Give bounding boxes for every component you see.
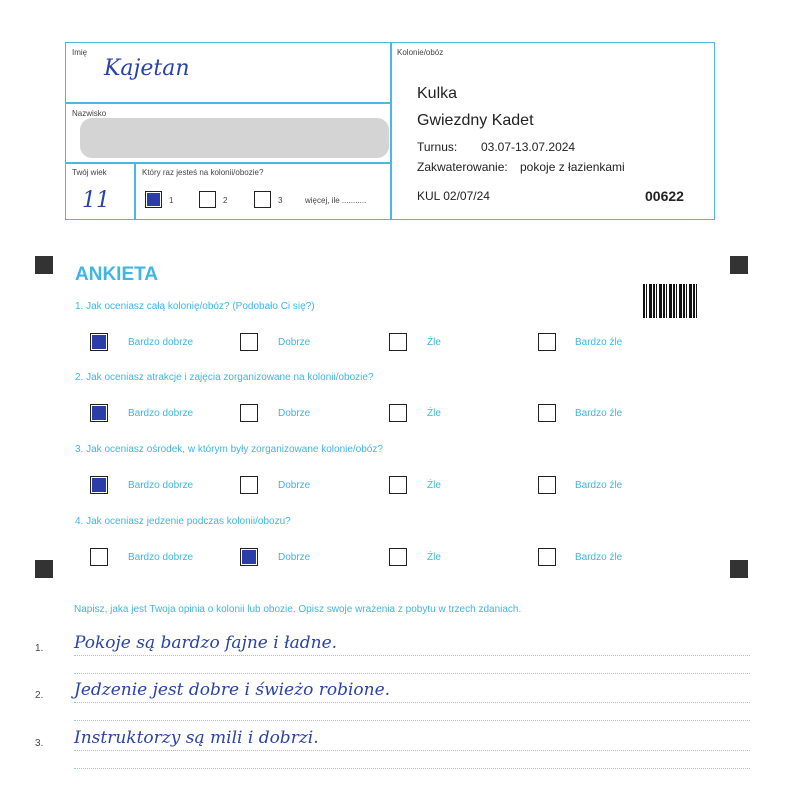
zakwaterowanie-label: Zakwaterowanie:	[417, 160, 508, 174]
opinion-line-3-number: 3.	[35, 738, 44, 749]
ktory-raz-checkbox-1[interactable]	[145, 191, 162, 208]
question-3-option-2-label: Dobrze	[278, 480, 311, 491]
question-3-option-1-checkbox[interactable]	[90, 476, 108, 494]
question-3-option-3-checkbox[interactable]	[389, 476, 407, 494]
opinion-line-2-dotted-rule	[74, 702, 750, 703]
question-2-option-1-checkbox[interactable]	[90, 404, 108, 422]
kolonie-label: Kolonie/obóz	[397, 48, 444, 57]
camp-code: KUL 02/07/24	[417, 189, 490, 203]
question-3-text: 3. Jak oceniasz ośrodek, w którym były zorganizowane kolonie/obóz?	[75, 444, 383, 455]
opinion-prompt: Napisz, jaka jest Twoja opinia o kolonii lub obozie. Opisz swoje wrażenia z pobytu w trzech zdaniach.	[74, 604, 522, 615]
question-3-option-4-checkbox[interactable]	[538, 476, 556, 494]
alignment-marker-top-right	[730, 256, 748, 274]
opinion-line-2-text[interactable]: Jedzenie jest dobre i świeżo robione.	[74, 680, 391, 700]
question-4-option-3-label: Źle	[427, 552, 441, 563]
wiecej-label: więcej, ile ...........	[305, 196, 367, 205]
question-3-option-2-checkbox[interactable]	[240, 476, 258, 494]
question-4-text: 4. Jak oceniasz jedzenie podczas kolonii/obozu?	[75, 516, 291, 527]
question-4-option-1-label: Bardzo dobrze	[128, 552, 194, 563]
question-2-option-4-label: Bardzo źle	[575, 408, 623, 419]
imie-value[interactable]: Kajetan	[104, 56, 190, 81]
zakwaterowanie-value: pokoje z łazienkami	[520, 160, 625, 174]
opinion-line-3-dotted-rule	[74, 750, 750, 751]
question-4-option-2-label: Dobrze	[278, 552, 311, 563]
wiek-value[interactable]: 11	[82, 188, 110, 213]
row-divider-2	[65, 162, 391, 164]
question-1-option-1-label: Bardzo dobrze	[128, 337, 194, 348]
opinion-line-2-dotted-rule-secondary	[74, 720, 750, 721]
question-3-option-3-label: Źle	[427, 480, 441, 491]
ktory-raz-option-3: 3	[278, 196, 283, 205]
opinion-line-1-dotted-rule-secondary	[74, 673, 750, 674]
opinion-line-1-text[interactable]: Pokoje są bardzo fajne i ładne.	[74, 633, 338, 653]
question-1-option-4-label: Bardzo źle	[575, 337, 623, 348]
opinion-line-1-dotted-rule	[74, 655, 750, 656]
redacted-surname	[80, 118, 389, 158]
question-4-option-3-checkbox[interactable]	[389, 548, 407, 566]
nazwisko-label: Nazwisko	[72, 109, 107, 118]
question-1-option-2-checkbox[interactable]	[240, 333, 258, 351]
question-2-option-1-label: Bardzo dobrze	[128, 408, 194, 419]
question-1-text: 1. Jak oceniasz całą kolonię/obóz? (Podobało Ci się?)	[75, 301, 315, 312]
alignment-marker-mid-left	[35, 560, 53, 578]
ktory-raz-label: Który raz jesteś na kolonii/obozie?	[142, 168, 264, 177]
turnus-label: Turnus:	[417, 140, 458, 154]
question-2-option-2-label: Dobrze	[278, 408, 311, 419]
question-4-option-4-checkbox[interactable]	[538, 548, 556, 566]
opinion-line-1-number: 1.	[35, 643, 44, 654]
ktory-raz-checkbox-3[interactable]	[254, 191, 271, 208]
question-4-option-2-checkbox[interactable]	[240, 548, 258, 566]
camp-program: Gwiezdny Kadet	[417, 112, 534, 129]
row-divider-1	[65, 102, 391, 104]
question-2-option-2-checkbox[interactable]	[240, 404, 258, 422]
opinion-line-3-dotted-rule-secondary	[74, 768, 750, 769]
turnus-value: 03.07-13.07.2024	[481, 140, 576, 154]
question-4-option-4-label: Bardzo źle	[575, 552, 623, 563]
form-number: 00622	[645, 188, 684, 204]
question-3-option-4-label: Bardzo źle	[575, 480, 623, 491]
question-1-option-3-checkbox[interactable]	[389, 333, 407, 351]
ktory-raz-option-2: 2	[223, 196, 228, 205]
question-2-option-4-checkbox[interactable]	[538, 404, 556, 422]
question-1-option-3-label: Źle	[427, 337, 441, 348]
question-1-option-4-checkbox[interactable]	[538, 333, 556, 351]
question-2-text: 2. Jak oceniasz atrakcje i zajęcia zorganizowane na kolonii/obozie?	[75, 372, 374, 383]
ktory-raz-option-1: 1	[169, 196, 174, 205]
question-3-option-1-label: Bardzo dobrze	[128, 480, 194, 491]
ktory-raz-checkbox-2[interactable]	[199, 191, 216, 208]
imie-label: Imię	[72, 48, 88, 57]
survey-title: ANKIETA	[75, 264, 159, 285]
opinion-line-3-text[interactable]: Instruktorzy są mili i dobrzi.	[74, 728, 319, 748]
question-1-option-2-label: Dobrze	[278, 337, 311, 348]
question-1-option-1-checkbox[interactable]	[90, 333, 108, 351]
question-2-option-3-label: Źle	[427, 408, 441, 419]
alignment-marker-top-left	[35, 256, 53, 274]
opinion-line-2-number: 2.	[35, 690, 44, 701]
age-divider	[134, 162, 136, 220]
header-divider	[390, 42, 392, 220]
wiek-label: Twój wiek	[72, 168, 107, 177]
alignment-marker-mid-right	[730, 560, 748, 578]
question-4-option-1-checkbox[interactable]	[90, 548, 108, 566]
barcode	[643, 284, 698, 318]
question-2-option-3-checkbox[interactable]	[389, 404, 407, 422]
camp-name: Kulka	[417, 85, 458, 102]
